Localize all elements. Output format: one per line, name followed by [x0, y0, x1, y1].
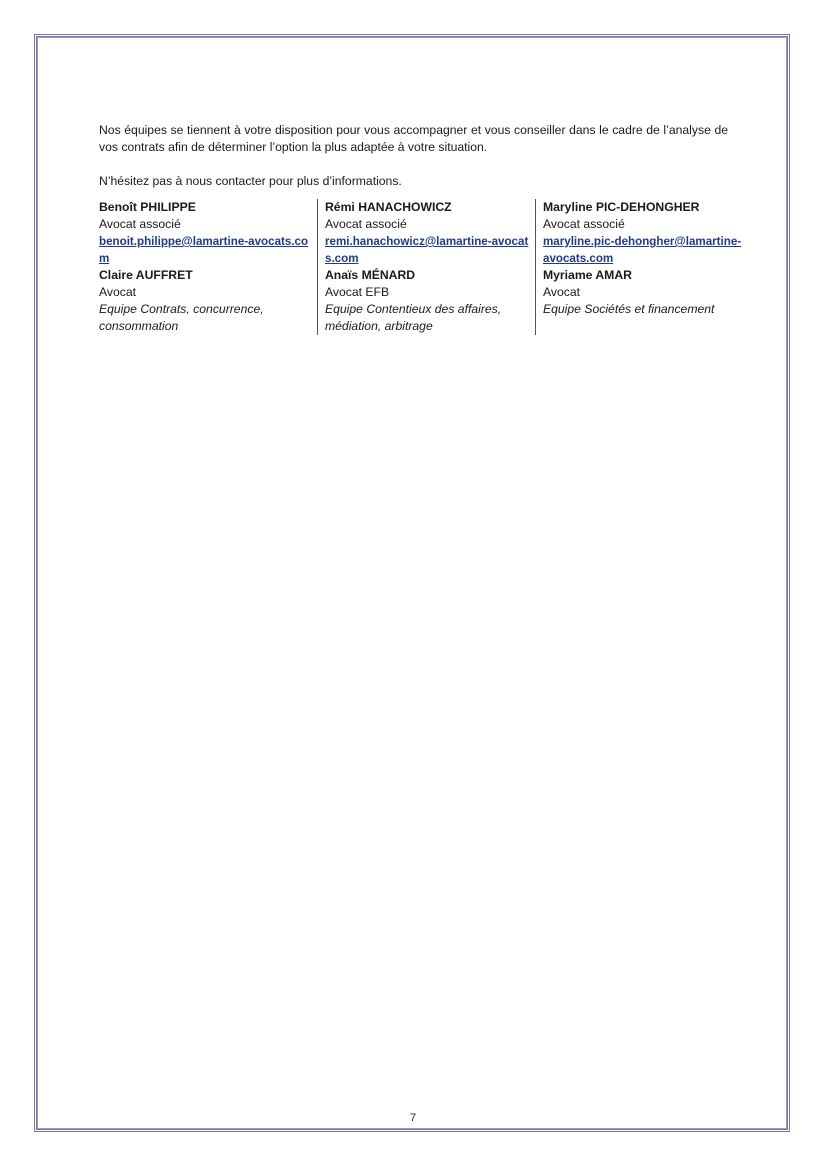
intro-paragraph: Nos équipes se tiennent à votre disposition pour vous accompagner et vous conseiller dans le cadre de l’analyse de vos contrats afin de déterminer l’option la plus adaptée à votre situation. — [99, 123, 728, 154]
member-role: Avocat EFB — [325, 285, 390, 299]
contact-column-2 — [317, 199, 535, 335]
partner-name: Rémi HANACHOWICZ — [325, 200, 452, 214]
partner-name: Benoît PHILIPPE — [99, 200, 196, 214]
contact-line: N’hésitez pas à nous contacter pour plus d’informations. — [99, 174, 402, 188]
team-label: Equipe Contentieux des affaires, médiation, arbitrage — [325, 302, 502, 333]
partner-name: Maryline PIC-DEHONGHER — [543, 200, 700, 214]
contact-column-1 — [99, 199, 317, 335]
partner-role: Avocat associé — [325, 217, 407, 231]
member-name: Claire AUFFRET — [99, 268, 193, 282]
member-role: Avocat — [99, 285, 137, 299]
partner-role: Avocat associé — [543, 217, 625, 231]
partner-email-link[interactable]: maryline.pic-dehongher@lamartine-avocats.com — [543, 235, 742, 265]
partner-email-link[interactable]: remi.hanachowicz@lamartine-avocats.com — [325, 235, 529, 265]
member-name: Anaïs MÉNARD — [325, 268, 416, 282]
page-content — [99, 122, 742, 335]
partner-email-link[interactable]: benoit.philippe@lamartine-avocats.com — [99, 235, 309, 265]
member-role: Avocat — [543, 285, 581, 299]
member-name: Myriame AMAR — [543, 268, 632, 282]
partner-role: Avocat associé — [99, 217, 181, 231]
contact-column-3 — [535, 199, 753, 335]
team-label: Equipe Sociétés et financement — [543, 302, 715, 316]
team-label: Equipe Contrats, concurrence, consommation — [99, 302, 264, 333]
team-contacts — [99, 199, 754, 335]
page-number: 7 — [409, 1112, 417, 1124]
